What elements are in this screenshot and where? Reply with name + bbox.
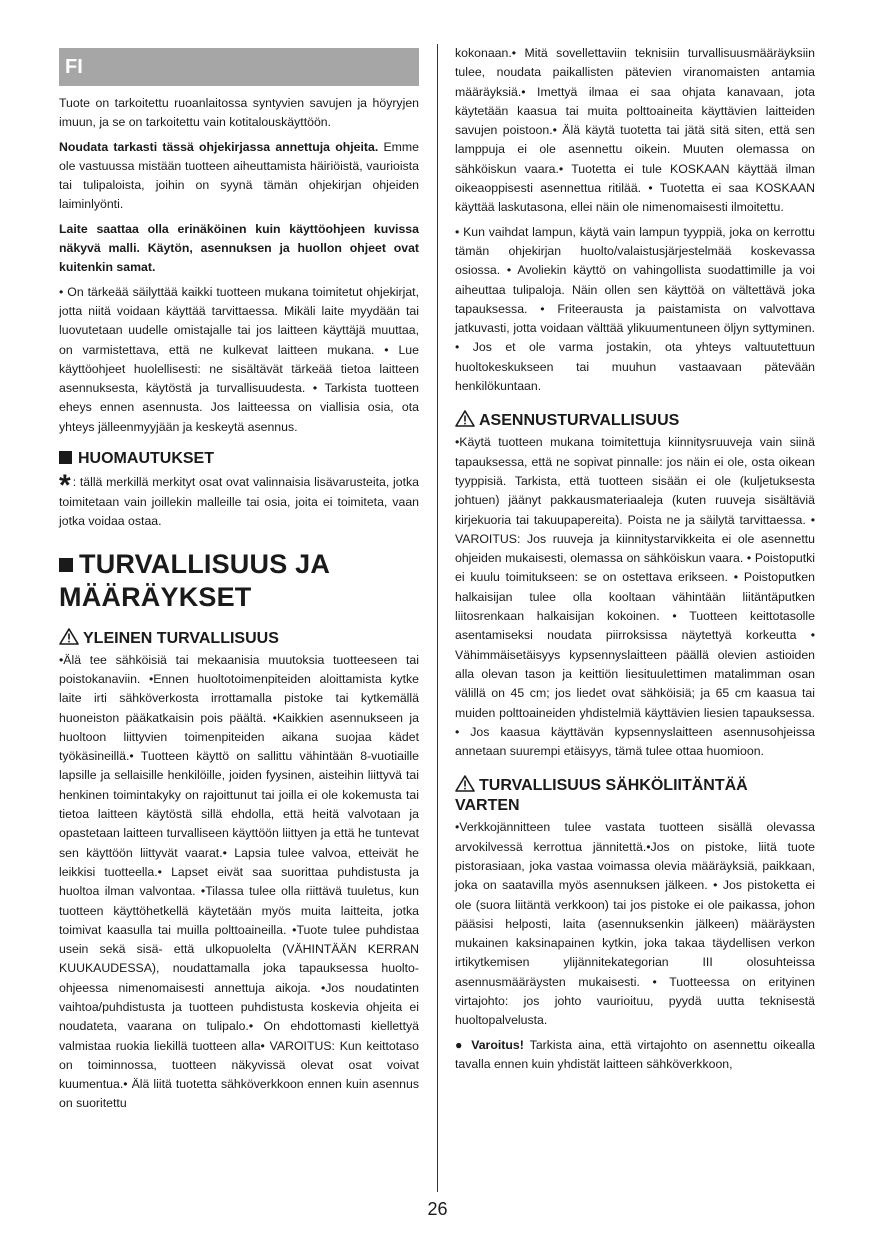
column-divider [437, 44, 438, 1192]
warning-label: Varoitus! [471, 1037, 524, 1052]
intro-paragraph-1: Tuote on tarkoitettu ruoanlaitossa syntyvien savujen ja höyryjen imuun, ja se on tarkoitettu vain kotitalouskäyttöön. [59, 96, 419, 130]
safety-heading-text: TURVALLISUUS JA MÄÄRÄYKSET [59, 548, 330, 612]
page-number: 26 [427, 1199, 448, 1219]
electrical-warning-paragraph [455, 1036, 815, 1075]
general-safety-heading-text: YLEINEN TURVALLISUUS [83, 629, 279, 647]
safety-heading [59, 548, 419, 614]
notes-heading-text: HUOMAUTUKSET [78, 450, 214, 468]
intro-paragraph-2 [59, 138, 419, 215]
right-column [455, 44, 815, 1079]
electrical-safety-heading [455, 775, 815, 816]
general-safety-continued: kokonaan.• Mitä sovellettaviin teknisiin turvallisuusmääräyksiin tulee, noudata paikallisten pätevien viranomaisten antamia määräyksiä.• Imettyä ilmaa ei saa ohjata kanavaan, jota käytetään kaasua tai muita polttoaineita käyttävien laitteiden savujen poistoon.• Älä käytä tuotetta tai jätä sitä siten, että sen lamppuja ei ole asennettu oikein. Muuten olemassa on sähköiskun vaara.• Tuotetta ei tule KOSKAAN käyttää ilman oikeaoppisesti asennettua ritilää. • Tuotetta ei saa KOSKAAN käyttää laskutasona, ellei näin ole nimenomaisesti ilmoitettu. [455, 46, 815, 215]
intro-paragraph-2-text: Emme ole vastuussa mistään tuotteen aiheuttamista häiriöistä, vaurioista tai tulipaloista, joihin on syynä tämän ohjekirjan ohjeiden laiminlyönti. [59, 139, 419, 212]
bullet-icon: ● [455, 1037, 472, 1052]
black-square-icon [59, 558, 73, 572]
installation-safety-text: •Käytä tuotteen mukana toimitettuja kiinnitysruuveja vain siinä tapauksessa, että ne sopivat pinnalle: jos näin ei ole, osta oikean tyyppisiä. Tarkista, että tuotteen sisään ei ole (kuljetuksesta johtuen) jäänyt pakkausmateriaaleja (kuten ruuveja sisältäviä kirjekuoria tai takuupapereita). Poista ne ja säilytä tarvittaessa. • VAROITUS: Jos ruuveja ja kiinnitystarvikkeita ei ole asennettu ohjeiden mukaisesti, olemassa on sähköiskun vaara. • Poistoputki ei kuulu toimitukseen: se on ostettava erikseen. • Poistoputken halkaisijan tulee olla kooltaan vähintään liitäntäputken liitosrenkaan halkaisijan kokoinen. • Tuotteen keittotasolle asentamiseksi noudata piirroksissa näytettyä korkeutta • Vähimmäisetäisyys kypsennyslaitteen päällä olevien astioiden alla olevan tason ja keittiön liesituulettimen matalimman osan välillä on 45 cm; jos liedet ovat sähköisiä; ja 65 cm kaasua tai muiden polttoaineiden yhdistelmiä käyttävien liesien tapauksessa. • Jos kaasua käyttävän kypsennyslaitteen asennusohjeissa annetaan suurempi etäisyys, tämä tulee ottaa huomioon. [455, 435, 815, 759]
installation-safety-heading [455, 410, 815, 431]
notes-paragraph [59, 469, 419, 532]
left-column [59, 44, 419, 1119]
general-safety-heading [59, 628, 419, 649]
notes-heading [59, 449, 419, 469]
electrical-safety-heading-text: TURVALLISUUS SÄHKÖLIITÄNTÄÄ VARTEN [455, 777, 748, 815]
language-label: FI [59, 48, 419, 86]
warning-triangle-icon [59, 628, 79, 645]
warning-triangle-icon [455, 410, 475, 427]
intro-paragraph-2-bold: Noudata tarkasti tässä ohjekirjassa annettuja ohjeita. [59, 139, 379, 154]
electrical-safety-text: •Verkkojännitteen tulee vastata tuotteen sisällä olevassa arvokilvessä kerrottua jännitettä.•Jos on pistoke, liitä tuote pistorasiaan, joka vastaa voimassa olevia määräyksiä, paikkaan, joka on saatavilla myös asennuksen jälkeen. • Jos pistoketta ei ole (suora liitäntä verkkoon) tai jos pistoke ei ole paikassa, johon pääsisi helposti, laita (asennuksenkin jälkeen) määräysten mukainen kaksinapainen kytkin, joka takaa täydellisen verkon irtikytkemisen ylijännitekategorian III olosuhteissa asennusmääräysten mukaisesti. • Tuotteessa on erityinen virtajohto: jos johto vaurioituu, pyydä uutta teknisestä huoltopalvelusta. [455, 820, 815, 1028]
asterisk-icon: * [59, 469, 71, 503]
black-square-icon [59, 451, 72, 464]
general-safety-text: •Älä tee sähköisiä tai mekaanisia muutoksia tuotteeseen tai poistokanaviin. •Ennen huoltotoimenpiteiden aloittamista kytke laite irti sähköverkosta irrottamalla pistoke tai kytkemällä huoneiston pääkatkaisin pois päältä. •Kaikkien asennukseen ja huoltoon liittyvien toimenpiteiden aikana suojaa kädet työkäsineillä.• Tuotteen käyttö on sallittu vähintään 8-vuotiaille lapsille ja sellaisille henkilöille, joiden fyysinen, aisteihin liittyvä tai henkinen toimintakyky on rajoittunut tai joilla ei ole kokemusta tai tietoa laitteen käytöstä sillä ehdolla, että heitä valvotaan ja opastetaan laitteen turvalliseen käyttöön liittyen ja että he tuntevat sen käyttöön liittyvät vaarat.• Lapsia tulee valvoa, etteivät he leikkisi tuotteella.• Lapset eivät saa suorittaa puhdistusta ja huoltoa ilman valvontaa. •Tilassa tulee olla riittävä tuuletus, kun tuotteen käyttöhetkellä käytetään myös muita laitteita, jotka toimivat kaasulla tai muilla polttoaineilla. •Tuote tulee puhdistaa usein sekä sisä- että ulkopuolelta (VÄHINTÄÄN KERRAN KUUKAUDESSA), noudattamalla joka tapauksessa huolto-ohjeessa nimenomaisesti annettuja aikoja. •Jos noudatinten vaihtoa/puhdistusta ja tuotteen puhdistusta koskevia ohjeita ei noudateta, vaarana on tulipalo.• On ehdottomasti kiellettyä valmistaa ruokia liekillä tuotteen alla• VAROITUS: Kun keittotaso on toiminnossa, tuotteen näkyvissä olevat osat voivat kuumentua.• Älä liitä tuotetta sähköverkkoon ennen kuin asennus on suoritettu [59, 652, 419, 1111]
installation-safety-heading-text: ASENNUSTURVALLISUUS [479, 412, 680, 430]
warning-text: Tarkista aina, että virtajohto on asennettu oikealla tavalla ennen kuin yhdistät laitteen sähköverkkoon, [455, 1037, 815, 1071]
general-safety-text-2: • Kun vaihdat lampun, käytä vain lampun tyyppiä, joka on kerrottu tämän ohjekirjan huolto/valaistusjärjestelmää koskevassa osiossa. • Avoliekin käyttö on vahingollista suodattimille ja voi aiheuttaa tulipaloja. Näin ollen sen käyttöä on vältettävä joka tapauksessa. • Friteerausta ja paistamista on valvottava jatkuvasti, jotta voidaan välttää ylikuumentuneen öljyn syttyminen. • Jos et ole varma jostakin, ota yhteys valtuutettuun huoltokeskukseen tai muuhun vastaavaan pätevään henkilökuntaan. [455, 224, 815, 394]
warning-triangle-icon [455, 775, 475, 792]
intro-paragraph-3: Laite saattaa olla erinäköinen kuin käyttöohjeen kuvissa näkyvä malli. Käytön, asennuksen ja huollon ohjeet ovat kuitenkin samat. [59, 221, 419, 275]
intro-paragraph-4: • On tärkeää säilyttää kaikki tuotteen mukana toimitetut ohjekirjat, jotta niitä voidaan käyttää tarvittaessa. Mikäli laite myydään tai luovutetaan uudelle omistajalle tai jos laitteen käyttäjä muuttaa, on varmistettava, että ne kulkevat laitteen mukana. • Lue käyttöohjeet huolellisesti: ne sisältävät tärkeää tietoa laitteen asennuksesta, käytöstä ja turvallisuudesta. • Tarkista tuotteen eheys ennen asennusta. Jos laitteessa on viallisia osia, ota yhteys jälleenmyyjään ja keskeytä asennus. [59, 284, 419, 434]
notes-text: : tällä merkillä merkityt osat ovat valinnaisia lisävarusteita, jotka toimitetaan vain joillekin malleille tai osia, joita ei toimiteta, vaan jotka voidaa ostaa. [59, 475, 419, 529]
